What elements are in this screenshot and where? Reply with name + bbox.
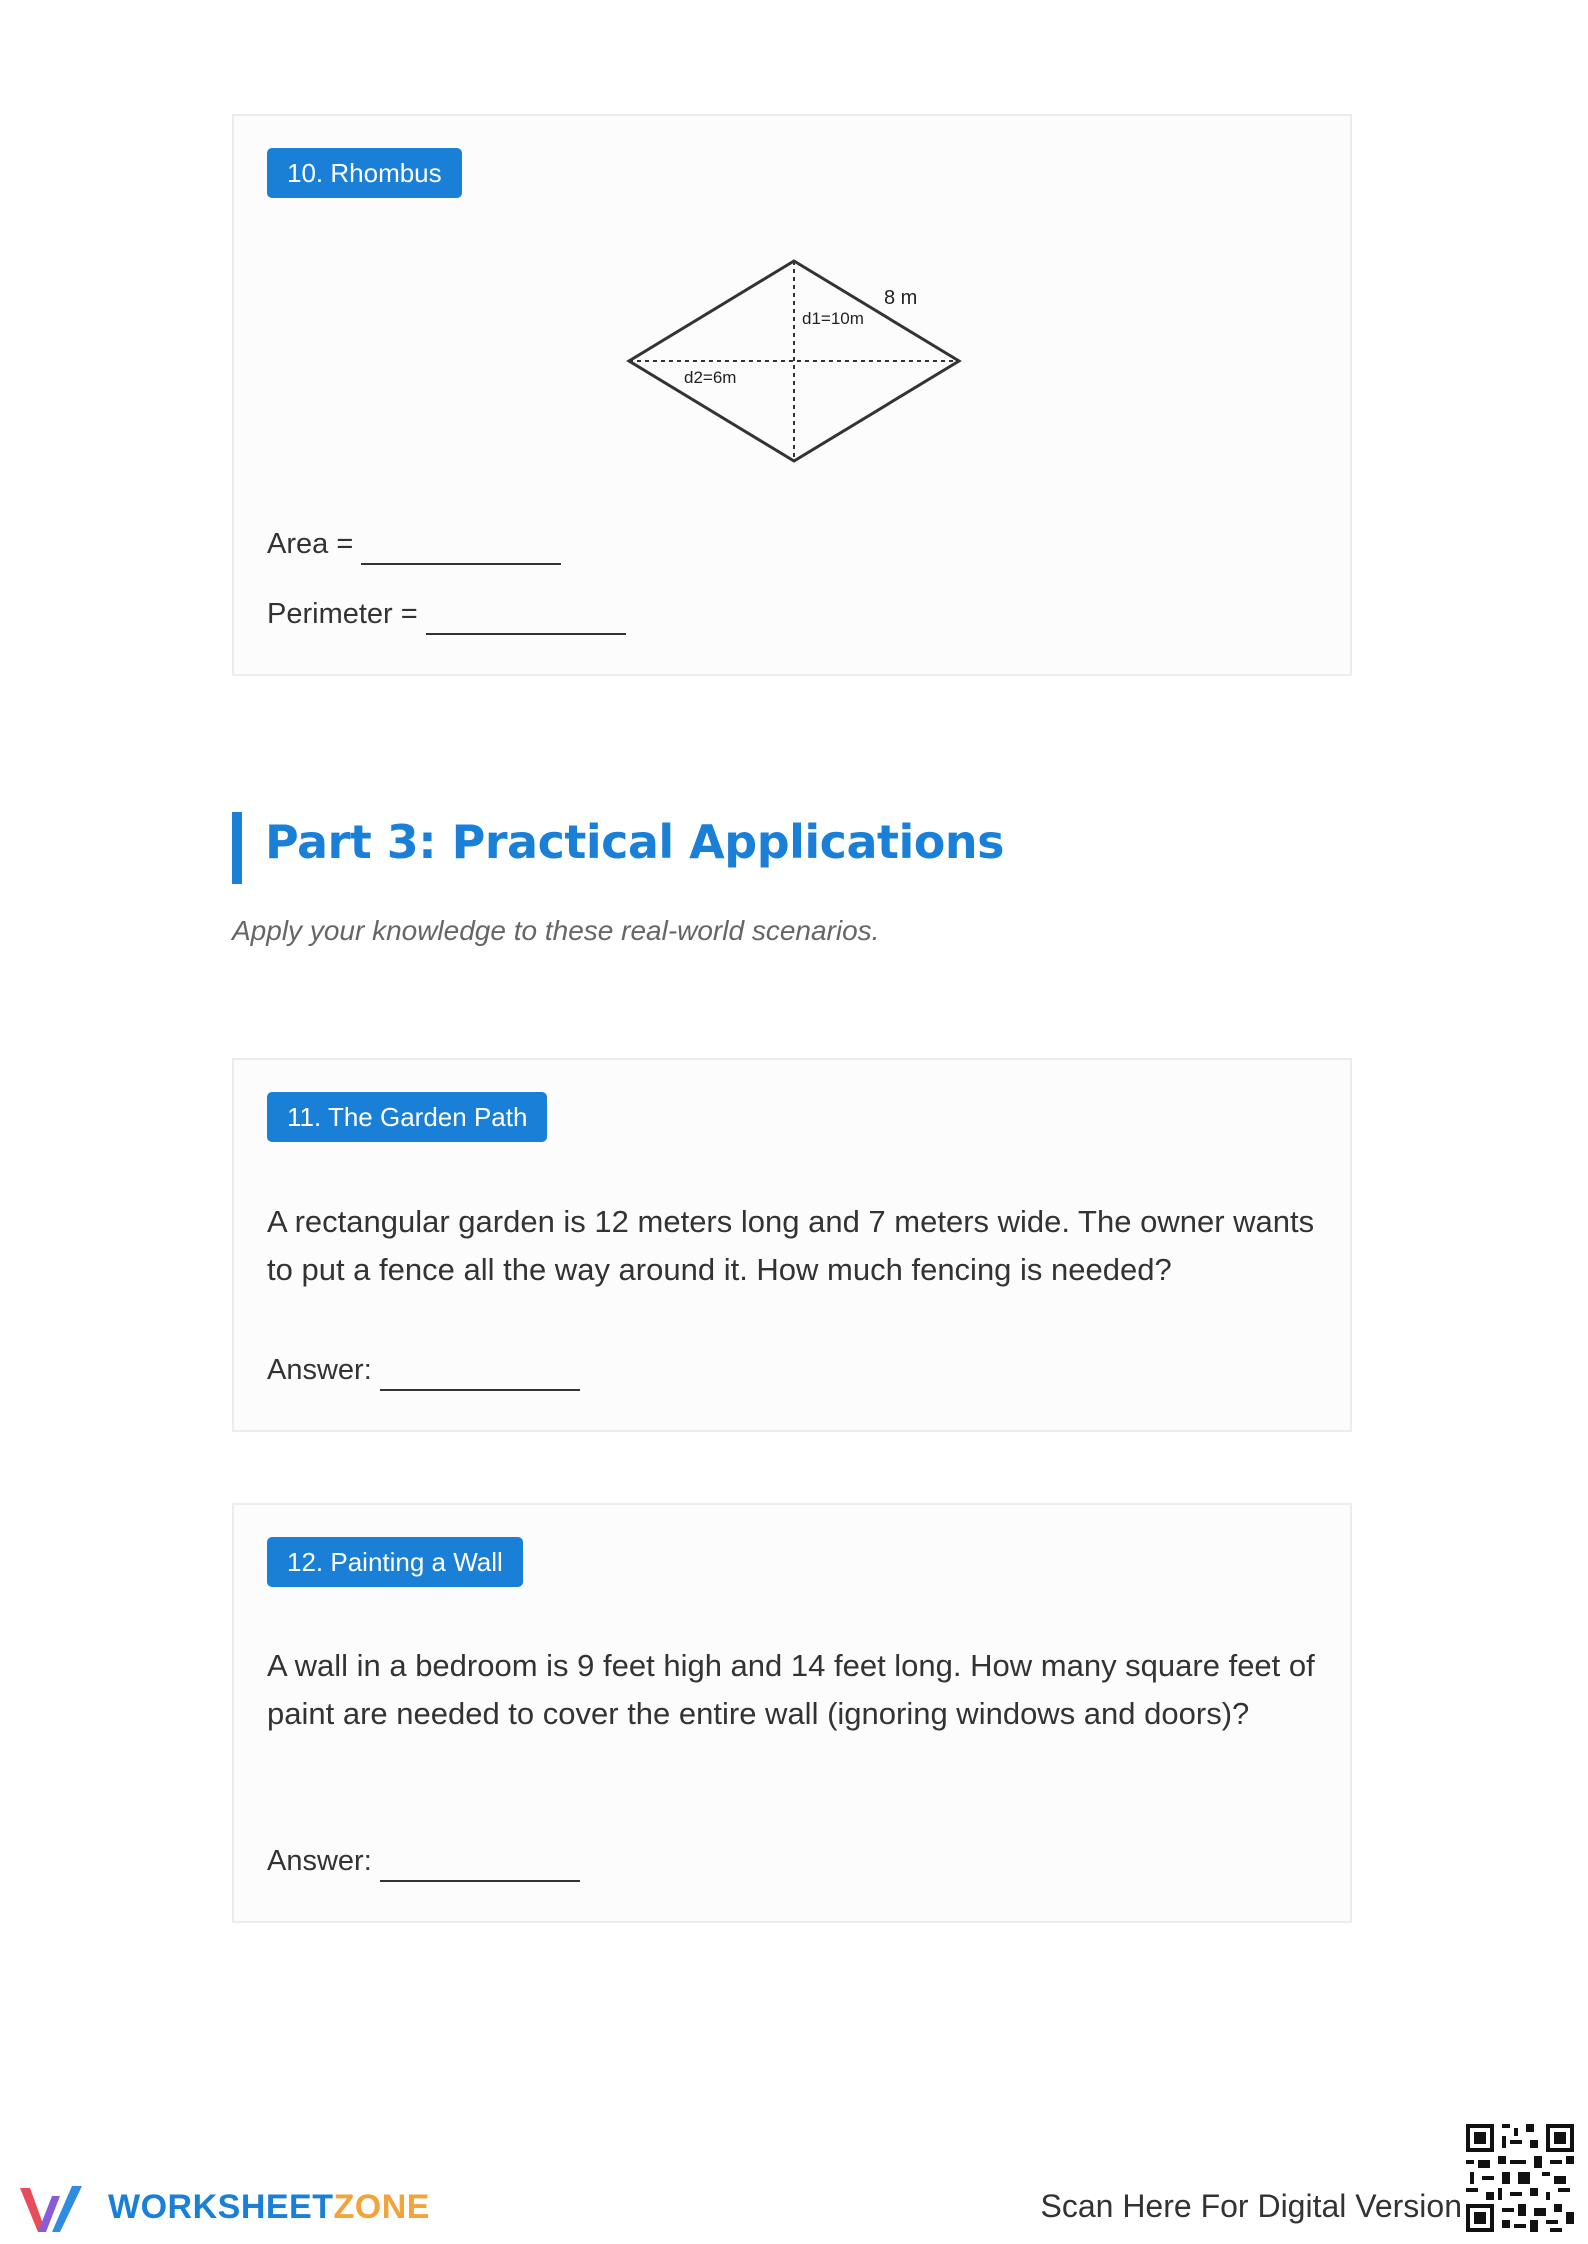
rhombus-card	[232, 114, 1352, 676]
answer-field	[267, 1845, 580, 1882]
logo-main-text: WORKSHEET	[108, 2188, 334, 2226]
answer-field	[267, 1354, 580, 1391]
d1-label: d1=10m	[802, 309, 864, 328]
perimeter-field	[267, 598, 626, 635]
question-card-11	[232, 1058, 1352, 1432]
side-label: 8 m	[884, 287, 918, 309]
worksheetzone-logo-icon	[16, 2180, 96, 2240]
area-label: Area =	[267, 528, 354, 560]
section-subtitle: Apply your knowledge to these real-world scenarios.	[232, 915, 880, 946]
question-text: A rectangular garden is 12 meters long and 7 meters wide. The owner wants to put a fence all the way around it. How much fencing is needed?	[267, 1204, 1315, 1287]
question-badge: 10. Rhombus	[267, 148, 462, 198]
area-field	[267, 528, 561, 565]
rhombus-diagram	[624, 256, 964, 466]
scan-text: Scan Here For Digital Version	[1040, 2188, 1462, 2224]
question-card-12	[232, 1503, 1352, 1923]
logo-accent-text: ZONE	[333, 2188, 430, 2226]
section-accent-bar	[232, 812, 242, 884]
answer-line[interactable]	[380, 1388, 580, 1391]
answer-label: Answer:	[267, 1354, 372, 1386]
worksheetzone-logo-text	[108, 2188, 430, 2227]
question-text: A wall in a bedroom is 9 feet high and 14 feet long. How many square feet of paint are needed to cover the entire wall (ignoring windows and doors)?	[267, 1648, 1315, 1731]
answer-label: Answer:	[267, 1845, 372, 1877]
section-title: Part 3: Practical Applications	[265, 815, 1004, 869]
perimeter-label: Perimeter =	[267, 598, 418, 630]
perimeter-answer-line[interactable]	[426, 632, 626, 635]
answer-line[interactable]	[380, 1879, 580, 1882]
area-answer-line[interactable]	[361, 562, 561, 565]
d2-label: d2=6m	[684, 368, 737, 387]
qr-code-icon[interactable]	[1466, 2124, 1574, 2232]
question-badge: 12. Painting a Wall	[267, 1537, 523, 1587]
question-badge: 11. The Garden Path	[267, 1092, 547, 1142]
